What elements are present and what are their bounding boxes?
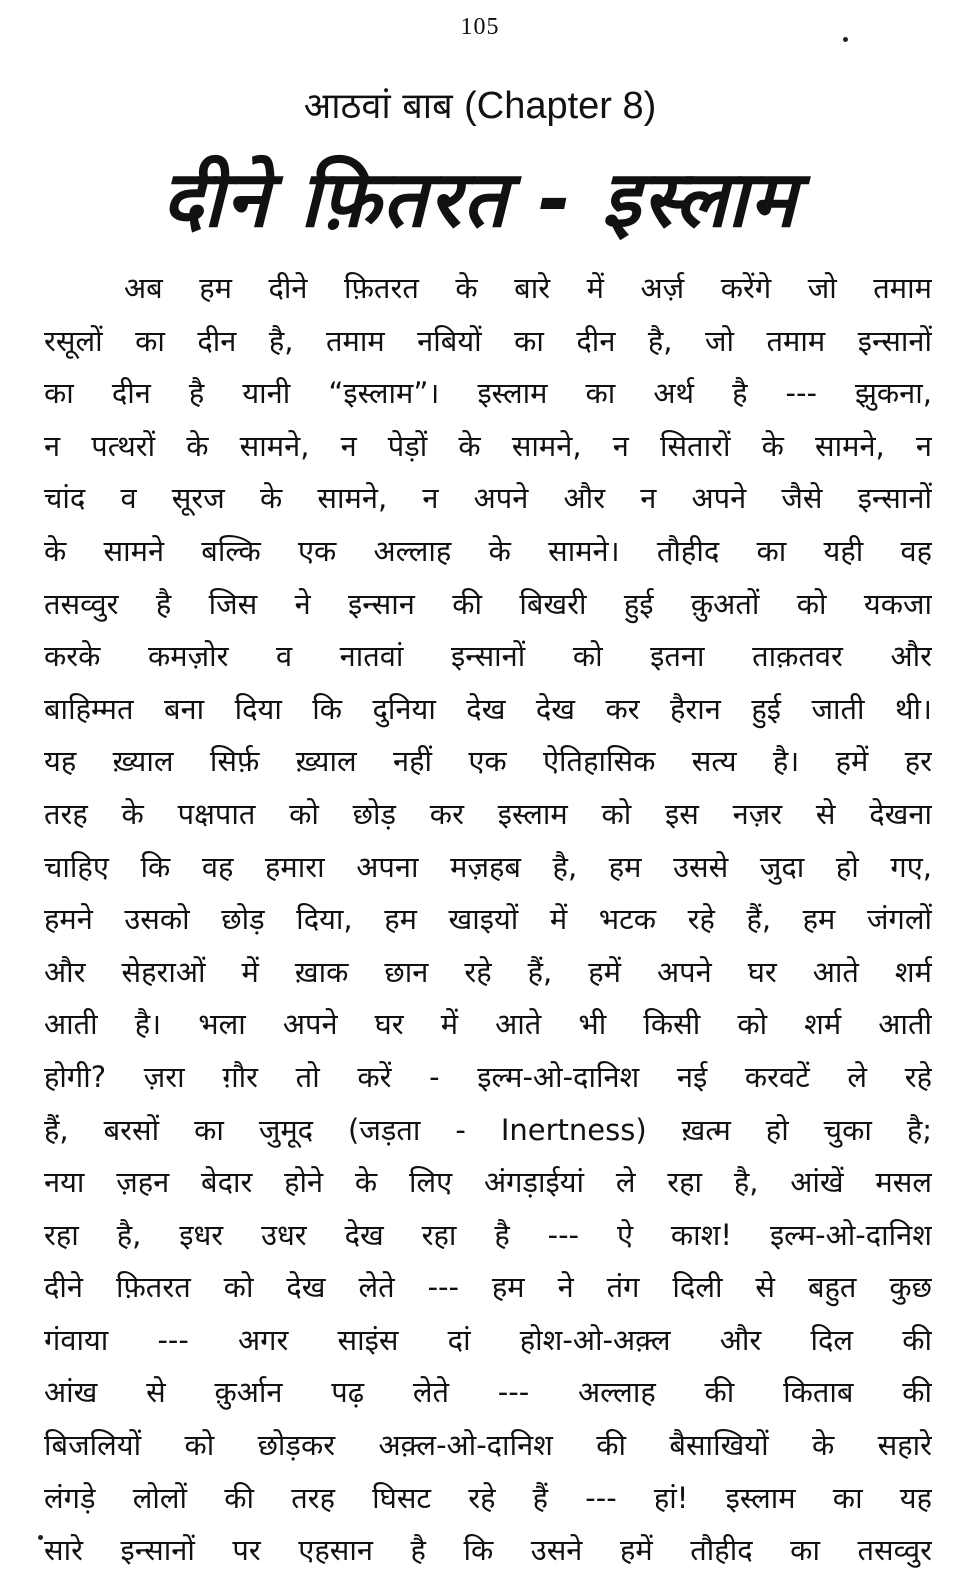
body-paragraph — [44, 262, 932, 1577]
chapter-heading — [0, 80, 960, 129]
text-line: नया ज़हन बेदार होने के लिए अंगड़ाईयां ले रहा है, आंखें मसल — [44, 1165, 932, 1200]
text-line: तसव्वुर है जिस ने इन्सान की बिखरी हुई क़ुअतों को यकजा — [44, 586, 932, 621]
scan-speck — [38, 1535, 43, 1540]
text-line: गंवाया --- अगर साइंस दां होश-ओ-अक़्ल और दिल की — [44, 1322, 932, 1357]
text-line: के सामने बल्कि एक अल्लाह के सामने। तौहीद का यही वह — [44, 533, 932, 568]
text-line: होगी? ज़रा ग़ौर तो करें - इल्म-ओ-दानिश नई करवटें ले रहे — [44, 1059, 932, 1094]
text-line: दीने फ़ितरत को देख लेते --- हम ने तंग दिली से बहुत कुछ — [44, 1270, 932, 1305]
chapter-title: दीने फ़ितरत - इस्लाम — [161, 155, 799, 245]
text-line: चाहिए कि वह हमारा अपना मज़हब है, हम उससे जुदा हो गए, — [44, 849, 932, 884]
chapter-heading-english: (Chapter 8) — [464, 85, 657, 127]
text-line: और सेहराओं में ख़ाक छान रहे हैं, हमें अपने घर आते शर्म — [44, 954, 932, 989]
text-line: रसूलों का दीन है, तमाम नबियों का दीन है, जो तमाम इन्सानों — [44, 323, 932, 358]
text-line: बाहिम्मत बना दिया कि दुनिया देख देख कर हैरान हुई जाती थी। — [44, 691, 932, 726]
chapter-heading-hindi: आठवां बाब — [303, 86, 453, 127]
text-line: यह ख़्याल सिर्फ़ ख़्याल नहीं एक ऐतिहासिक सत्य है। हमें हर — [44, 744, 932, 779]
text-line: करके कमज़ोर व नातवां इन्सानों को इतना ताक़तवर और — [44, 639, 932, 674]
text-line: आती है। भला अपने घर में आते भी किसी को शर्म आती — [44, 1007, 932, 1042]
text-line: अब हम दीने फ़ितरत के बारे में अर्ज़ करेंगे जो तमाम — [124, 271, 932, 305]
text-line: चांद व सूरज के सामने, न अपने और न अपने जैसे इन्सानों — [44, 481, 932, 516]
text-line: हमने उसको छोड़ दिया, हम खाइयों में भटक रहे हैं, हम जंगलों — [44, 902, 932, 937]
text-line: का दीन है यानी “इस्लाम”। इस्लाम का अर्थ है --- झुकना, — [44, 376, 932, 411]
scan-speck — [843, 37, 848, 42]
text-line: आंख से क़ुर्आन पढ़ लेते --- अल्लाह की किताब की — [44, 1375, 932, 1410]
text-line: सारे इन्सानों पर एहसान है कि उसने हमें तौहीद का तसव्वुर — [44, 1533, 932, 1568]
text-line: बिजलियों को छोड़कर अक़्ल-ओ-दानिश की बैसाखियों के सहारे — [44, 1428, 932, 1463]
text-line: न पत्थरों के सामने, न पेड़ों के सामने, न सितारों के सामने, न — [44, 428, 932, 463]
text-line: रहा है, इधर उधर देख रहा है --- ऐ काश! इल्म-ओ-दानिश — [44, 1217, 932, 1252]
text-line: तरह के पक्षपात को छोड़ कर इस्लाम को इस नज़र से देखना — [44, 796, 932, 831]
text-line: हैं, बरसों का जुमूद (जड़ता - Inertness) ख़त्म हो चुका है; — [44, 1112, 932, 1147]
text-line: लंगड़े लोलों की तरह घिसट रहे हैं --- हां! इस्लाम का यह — [44, 1480, 932, 1515]
page-number: 105 — [460, 14, 500, 40]
